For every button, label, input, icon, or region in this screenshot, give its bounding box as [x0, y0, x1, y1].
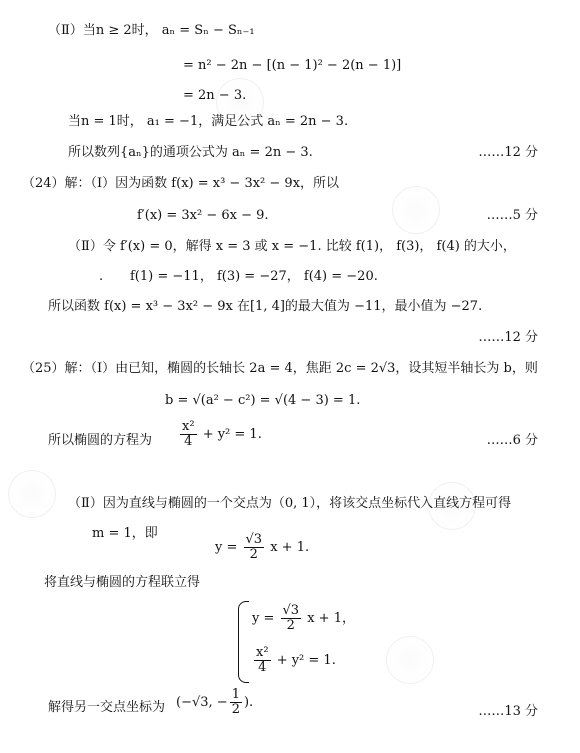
text-line: b = √(a² − c²) = √(4 − 3) = 1.	[165, 393, 361, 408]
score-label: ……12 分	[478, 330, 538, 345]
text-line: （24）解：（Ⅰ）因为函数 f(x) = x³ − 3x² − 9x，所以	[22, 176, 340, 191]
score-label: ……6 分	[486, 433, 538, 448]
text-line: 将直线与椭圆的方程联立得	[44, 575, 201, 590]
text-line: 所以函数 f(x) = x³ − 3x² − 9x 在[1, 4]的最大值为 −11，最小值为 −27.	[48, 299, 483, 314]
system-equation-1: y = $\frac{√3}{2}$ x + 1，	[252, 603, 355, 633]
score-label: ……12 分	[478, 145, 538, 160]
text-line: （Ⅱ）令 f′(x) = 0，解得 x = 3 或 x = −1. 比较 f(1)， f(3)， f(4) 的大小，	[68, 239, 516, 254]
text-line: f(1) = −11， f(3) = −27， f(4) = −20.	[130, 269, 378, 284]
text-line: = 2n − 3.	[183, 88, 247, 103]
ellipse-equation: $\frac{\text{x²}}{4}$ + y² = 1.	[182, 419, 262, 449]
text-line: .	[99, 269, 104, 284]
intersection-point: (−√3, − $\frac{1}{2}$ ).	[176, 687, 254, 717]
watermark-seal	[8, 470, 56, 518]
text-line: （Ⅱ）因为直线与椭圆的一个交点为（0, 1），将该交点坐标代入直线方程可得	[68, 496, 512, 511]
fraction: $\frac{1}{2}$	[231, 687, 240, 717]
text-line: f′(x) = 3x² − 6x − 9.	[137, 208, 269, 223]
text-line: = n² − 2n − [(n − 1)² − 2(n − 1)]	[183, 58, 402, 73]
text-line: 所以数列{aₙ}的通项公式为 aₙ = 2n − 3.	[68, 145, 313, 160]
text-line: 所以椭圆的方程为	[48, 433, 153, 448]
fraction: $\frac{√3}{2}$	[245, 532, 263, 562]
text-line: 解得另一交点坐标为	[48, 700, 166, 715]
text-line: （Ⅱ）当n ≥ 2时， aₙ = Sₙ − Sₙ₋₁	[48, 23, 255, 38]
system-equation-2: $\frac{\text{x²}}{4}$ + y² = 1.	[256, 645, 336, 675]
line-equation: y = $\frac{√3}{2}$ x + 1.	[215, 532, 310, 562]
score-label: ……13 分	[478, 704, 538, 719]
text-line: （25）解：（Ⅰ）由已知，椭圆的长轴长 2a = 4，焦距 2c = 2√3，设其短半轴长为 b，则	[22, 361, 538, 376]
text-line: m = 1，即	[92, 526, 158, 541]
text-line: 当n = 1时， a₁ = −1，满足公式 aₙ = 2n − 3.	[68, 114, 349, 129]
fraction: $\frac{\text{x²}}{4}$	[182, 419, 195, 449]
fraction: $\frac{\text{x²}}{4}$	[256, 645, 269, 675]
score-label: ……5 分	[486, 208, 538, 223]
watermark-seal	[386, 636, 434, 684]
watermark-seal	[392, 186, 440, 234]
system-brace	[238, 601, 249, 683]
fraction: $\frac{√3}{2}$	[282, 603, 300, 633]
